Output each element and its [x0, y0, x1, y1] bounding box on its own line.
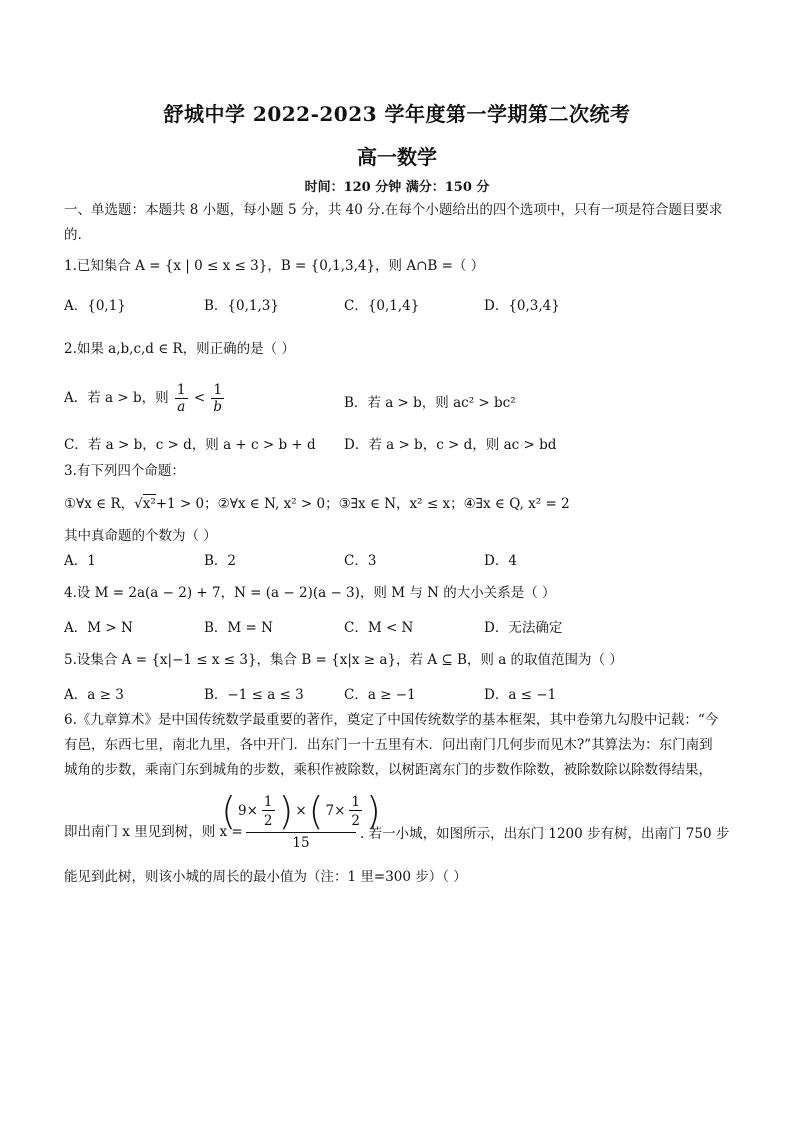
- q2-option-d: D．若 a > b，c > d，则 ac > bd: [344, 437, 557, 453]
- q3-option-a: A．1: [64, 553, 96, 569]
- fraction-numerator: 1: [211, 382, 224, 399]
- fraction-numerator: 1: [176, 382, 186, 398]
- q2-fraction-1-over-a: [175, 382, 188, 415]
- q1-option-c: C．{0,1,4}: [344, 298, 420, 314]
- q4-option-c: C．M < N: [344, 620, 414, 636]
- q5-option-b: B．−1 ≤ a ≤ 3: [204, 687, 304, 703]
- q2-option-a-prefix: A．若 a > b，则: [64, 390, 169, 406]
- q4-option-d: D．无法确定: [484, 620, 563, 636]
- q4-option-a: A．M > N: [64, 620, 133, 636]
- q3-prop-prefix: ①∀x ∈ R，: [64, 496, 135, 512]
- fraction-denominator: b: [213, 399, 223, 415]
- q3-propositions: ①∀x ∈ R，√x²+1 > 0；②∀x ∈ N, x² > 0；③∃x ∈ N，x² ≤ x；④∃x ∈ Q, x² = 2: [64, 496, 570, 512]
- q5-option-d: D．a ≤ −1: [484, 687, 557, 703]
- q5-option-a: A．a ≥ 3: [64, 687, 124, 703]
- q4-stem: 4.设 M = 2a(a − 2) + 7，N = (a − 2)(a − 3)，则 M 与 N 的大小关系是（ ）: [64, 585, 556, 601]
- q6-formula-fraction: [221, 789, 381, 851]
- half-denominator: 2: [263, 812, 273, 829]
- q1-option-d: D．{0,3,4}: [484, 298, 560, 314]
- subject-title: 高一数学: [357, 145, 437, 169]
- sqrt-radicand: x²: [142, 496, 156, 512]
- q5-option-c: C．a ≥ −1: [344, 687, 416, 703]
- half-fraction: [349, 794, 362, 829]
- q2-fraction-1-over-b: [211, 382, 224, 415]
- q6-line4-suffix: . 若一小城，如图所示，出东门 1200 步有树，出南门 750 步: [360, 826, 730, 842]
- half-numerator: 1: [263, 793, 273, 810]
- exam-title: 舒城中学 2022-2023 学年度第一学期第二次统考: [163, 102, 631, 126]
- formula-term-9: 9×: [238, 803, 258, 819]
- less-than-sign: <: [193, 390, 206, 406]
- q6-line4-prefix: 即出南门 x 里见到树，则 x =: [64, 824, 243, 840]
- q1-stem: 1.已知集合 A = {x | 0 ≤ x ≤ 3}，B = {0,1,3,4}，则 A∩B =（ ）: [64, 258, 485, 274]
- q5-stem: 5.设集合 A = {x|−1 ≤ x ≤ 3}，集合 B = {x|x ≥ a}，若 A ⊆ B，则 a 的取值范围为（ ）: [64, 652, 623, 668]
- q4-option-b: B．M = N: [204, 620, 273, 636]
- q1-option-a: A．{0,1}: [64, 298, 126, 314]
- formula-numerator: ( 9× $\frac{1}{2}$ ) × ( 7× $\frac{1}{2}$ ): [221, 789, 381, 833]
- formula-term-7: 7×: [325, 803, 346, 819]
- fraction-denominator: a: [177, 399, 186, 415]
- q3-option-b: B．2: [204, 553, 237, 569]
- section-intro-line2: 的.: [64, 227, 82, 243]
- half-numerator: 1: [351, 793, 360, 810]
- formula-denominator: 15: [292, 835, 310, 851]
- q2-option-b: B．若 a > b，则 ac² > bc²: [344, 395, 516, 411]
- time-info: 时间：120 分钟 满分：150 分: [304, 180, 490, 195]
- q2-stem: 2.如果 a,b,c,d ∈ R，则正确的是（ ）: [64, 341, 295, 357]
- q3-question: 其中真命题的个数为（ ）: [64, 528, 217, 544]
- q6-line2: 有邑，东西七里，南北九里，各中开门．出东门一十五里有木．问出南门几何步而见木?”其算法为：东门南到: [64, 737, 713, 753]
- section-intro-line1: 一、单选题：本题共 8 小题，每小题 5 分，共 40 分.在每个小题给出的四个选项中，只有一项是符合题目要求: [64, 202, 723, 218]
- q2-option-a: [64, 382, 226, 415]
- q2-option-c: C．若 a > b，c > d，则 a + c > b + d: [64, 437, 316, 453]
- half-denominator: 2: [351, 812, 360, 829]
- q3-prop-rest: +1 > 0；②∀x ∈ N, x² > 0；③∃x ∈ N，x² ≤ x；④∃x ∈ Q, x² = 2: [155, 496, 570, 512]
- q6-line5: 能见到此树，则该小城的周长的最小值为（注：1 里=300 步）（ ）: [64, 869, 467, 885]
- q3-option-c: C．3: [344, 553, 377, 569]
- half-fraction: [262, 794, 275, 829]
- q6-line1: 6.《九章算术》是中国传统数学最重要的著作，奠定了中国传统数学的基本框架，其中卷第九勾股中记载：“今: [64, 712, 719, 728]
- q6-line3: 城角的步数，乘南门东到城角的步数，乘积作被除数，以树距离东门的步数作除数，被除数除以除数得结果，: [64, 762, 712, 778]
- q3-stem: 3.有下列四个命题：: [64, 463, 185, 479]
- q1-option-b: B．{0,1,3}: [204, 298, 279, 314]
- times-sign: ×: [295, 803, 307, 819]
- q3-option-d: D．4: [484, 553, 517, 569]
